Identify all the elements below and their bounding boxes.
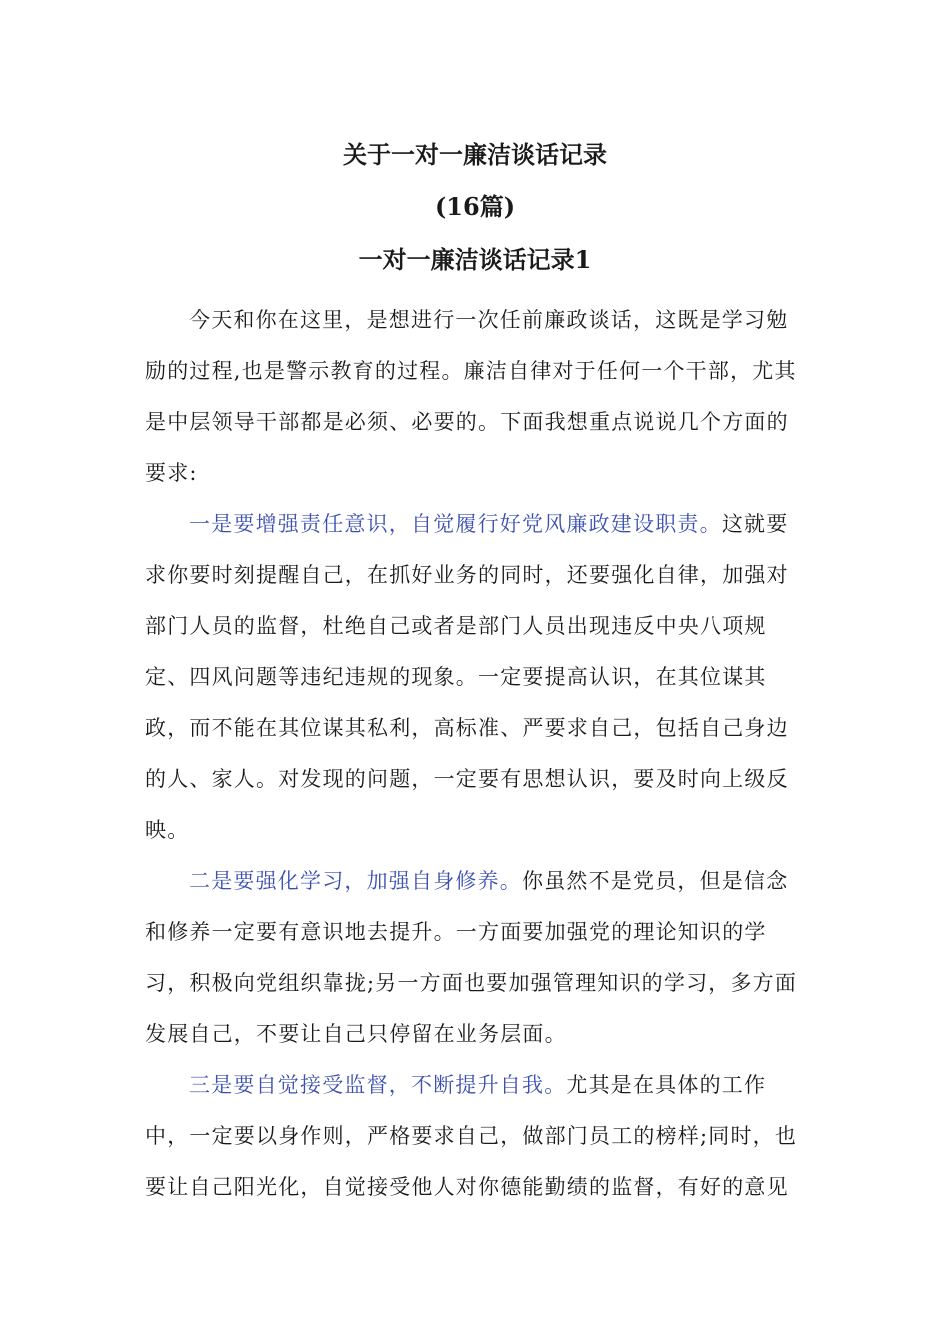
section-title: 一对一廉洁谈话记录1 [358,245,592,274]
paragraph-text: 你虽然不是党员，但是信念和修养一定要有意识地去提升。一方面要加强党的理论知识的学习，积极向党组织靠拢;另一方面也要加强管理知识的学习，多方面发展自己，不要让自己只停留在业务层面。 [145,869,798,1046]
paragraph-lead: 三是要自觉接受监督，不断提升自我。 [189,1073,567,1097]
paragraph-lead: 二是要强化学习，加强自身修养。 [189,869,522,893]
paragraph [145,856,805,1060]
document-body [145,295,805,1213]
paragraph [145,295,805,499]
paragraph-text: 今天和你在这里，是想进行一次任前廉政谈话，这既是学习勉励的过程,也是警示教育的过程。廉洁自律对于任何一个干部，尤其是中层领导干部都是必须、必要的。下面我想重点说说几个方面的要求: [145,308,797,485]
paragraph-text: 这就要求你要时刻提醒自己，在抓好业务的同时，还要强化自律，加强对部门人员的监督，杜绝自己或者是部门人员出现违反中央八项规定、四风问题等违纪违规的现象。一定要提高认识，在其位谋其政，而不能在其位谋其私利，高标准、严要求自己，包括自己身边的人、家人。对发现的问题，一定要有思想认识，要及时向上级反映。 [145,512,789,842]
paragraph-lead: 一是要增强责任意识，自觉履行好党风廉政建设职责。 [189,512,722,536]
paragraph [145,1060,805,1213]
document-title-count: (16篇) [434,192,516,221]
paragraph [145,499,805,856]
paragraph-text: 尤其是在具体的工作中，一定要以身作则，严格要求自己，做部门员工的榜样;同时，也要让自己阳光化，自觉接受他人对你德能勤绩的监督，有好的意见 [145,1073,798,1199]
document-title: 关于一对一廉洁谈话记录 [343,140,607,169]
